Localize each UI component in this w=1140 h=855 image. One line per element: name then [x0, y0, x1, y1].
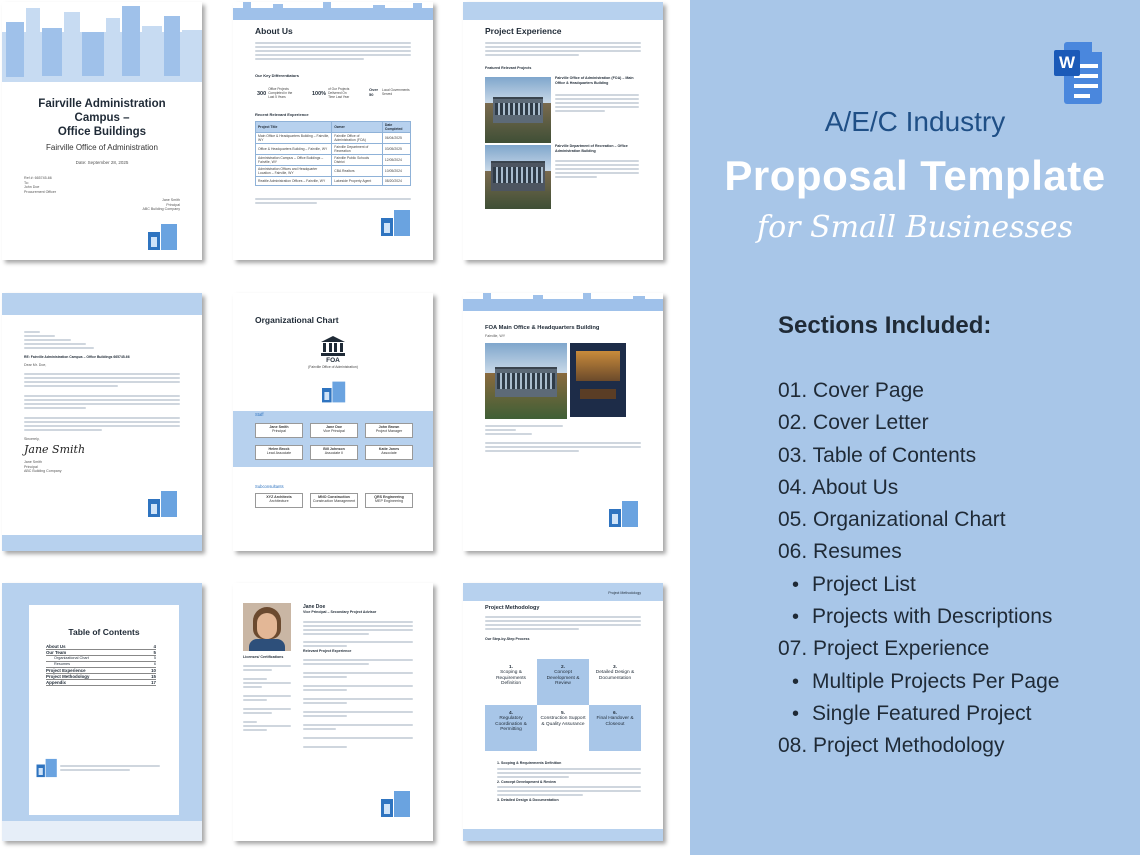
process-step-number: 6. — [612, 711, 617, 716]
experience-page-heading: Project Experience — [485, 26, 562, 36]
cover-letter-page-preview — [2, 293, 202, 551]
section-subitem: • Single Featured Project — [778, 700, 1059, 732]
table-row — [256, 144, 411, 155]
company-logo-icon — [37, 759, 58, 777]
experience-table — [255, 121, 411, 186]
staff-role: Principal — [272, 429, 286, 434]
toc-entry-page: 5 — [153, 650, 156, 655]
differentiators-heading: Our Key Differentiators — [255, 73, 300, 78]
table-header-cell: Date Completed — [382, 122, 410, 133]
featured-projects-label: Featured Relevant Projects — [485, 66, 532, 70]
experience-intro — [485, 40, 641, 58]
table-row — [256, 155, 411, 166]
resume-page-preview — [233, 583, 433, 841]
project-1-title: Fairville Office of Administration (FOA) – Main Office & Headquarters Building — [555, 76, 634, 85]
industry-label: A/E/C Industry — [824, 106, 1006, 137]
cover-sender: Jane Smith Principal ABC Building Company — [142, 198, 180, 212]
table-cell: Fairville Department of Recreation — [332, 144, 383, 155]
table-cell: Main Office & Headquarters Building – Fairville, WY — [256, 133, 332, 144]
table-cell: 06/04/2025 — [382, 133, 410, 144]
project-2-text — [555, 158, 639, 180]
table-cell: Fairville Public Schools District — [332, 155, 383, 166]
header-band — [2, 293, 202, 315]
section-item: 05. Organizational Chart — [778, 508, 1006, 532]
project-photo-2 — [485, 145, 551, 209]
subconsultant-box — [365, 493, 413, 508]
subconsultant-name: XYZ Architects — [266, 495, 292, 499]
org-top-sublabel: (Fairville Office of Administration) — [308, 365, 358, 369]
header-tab-label: Project Methodology — [608, 591, 641, 595]
letter-re-line: RE: Fairville Administration Campus – Office Buildings 665745-66 — [24, 355, 130, 359]
cover-page-preview — [2, 2, 202, 260]
experience-heading: Recent Relevant Experience — [255, 112, 309, 117]
toc-entry-label: Organizational Chart — [54, 656, 89, 660]
section-subitem: • Projects with Descriptions — [778, 603, 1059, 635]
section-item: 06. Resumes — [778, 540, 902, 564]
toc-entry — [46, 680, 156, 686]
microsoft-word-icon — [1054, 42, 1102, 104]
resume-sidebar-text — [243, 663, 291, 733]
table-cell: 10/05/2024 — [382, 166, 410, 177]
toc-entry-label: Our Team — [46, 650, 67, 655]
table-cell: Lakeside Property Agent — [332, 177, 383, 186]
letter-address — [24, 329, 180, 351]
resume-portrait — [243, 603, 291, 651]
letter-signature: Jane Smith — [24, 443, 86, 456]
footer-skyline — [2, 535, 202, 551]
stat-2: 100%of Our Projects Delivered On Time Last Year — [312, 87, 350, 99]
toc-entry-page: 6 — [153, 662, 156, 666]
process-step-label: Concept Development & Review — [546, 670, 580, 687]
section-subitem: • Multiple Projects Per Page — [778, 668, 1059, 700]
sections-heading: Sections Included: — [778, 312, 992, 339]
step-details: 1. Scoping & Requirements Definition 2. Concept Development & Review 3. Detailed Design & Documentation — [497, 761, 641, 803]
subconsultant-role: Construction Management — [312, 499, 356, 504]
letter-closing: Sincerely, — [24, 437, 40, 441]
featured-location: Fairville, WY — [485, 334, 506, 338]
section-item: 03. Table of Contents — [778, 443, 977, 467]
resume-summary — [303, 619, 413, 649]
table-cell: Office & Headquarters Building – Fairville, WY — [256, 144, 332, 155]
table-cell: Fairville Office of Administration (FOA) — [332, 133, 383, 144]
sections-list — [778, 377, 1059, 765]
about-closing-text — [255, 196, 411, 206]
table-cell: Administration Campus – Office Buildings – Fairville, WY — [256, 155, 332, 166]
staff-name: Jane Smith — [269, 425, 289, 429]
process-step — [589, 705, 641, 751]
stat-3: Over 50Local Governments Served — [369, 87, 410, 97]
table-header-cell: Owner — [332, 122, 383, 133]
table-cell: Reattle Administration Offices – Fairville, WY — [256, 177, 332, 186]
resume-title: Vice Principal – Secondary Project Advisor — [303, 610, 377, 614]
subconsultant-role: Architecture — [269, 499, 289, 504]
word-logo-letter: W — [1054, 50, 1080, 76]
about-us-page-preview — [233, 2, 433, 260]
section-item: 07. Project Experience — [778, 637, 990, 661]
toc-list — [46, 644, 156, 686]
cover-skyline — [2, 2, 202, 82]
table-row — [256, 177, 411, 186]
process-step-number: 5. — [560, 711, 565, 716]
table-cell: 03/05/2025 — [382, 144, 410, 155]
company-logo-icon — [381, 210, 411, 236]
toc-entry-label: About Us — [46, 644, 66, 649]
project-experience-page-preview — [463, 2, 663, 260]
staff-role: Project Manager — [375, 429, 403, 434]
toc-heading: Table of Contents — [68, 627, 140, 637]
section-item: 02. Cover Letter — [778, 411, 929, 435]
staff-box — [255, 423, 303, 438]
toc-footer-text — [60, 763, 160, 773]
staff-role: Associate — [381, 451, 397, 456]
company-logo-icon — [322, 382, 346, 403]
company-logo-icon — [148, 224, 178, 250]
section-item: 04. About Us — [778, 475, 899, 499]
subconsultant-name: MNO Construction — [318, 495, 350, 499]
process-step — [485, 659, 537, 705]
toc-entry-page: 5 — [153, 656, 156, 660]
section-item: 01. Cover Page — [778, 379, 924, 402]
process-step — [537, 705, 589, 751]
org-chart-heading: Organizational Chart — [255, 315, 339, 325]
staff-box — [310, 445, 358, 460]
staff-box — [255, 445, 303, 460]
government-building-icon — [319, 335, 347, 357]
footer-skyline — [2, 821, 202, 841]
about-heading: About Us — [255, 26, 293, 36]
staff-name: Katie Jones — [378, 447, 400, 451]
featured-project-page-preview — [463, 293, 663, 551]
featured-photo-exterior — [485, 343, 567, 419]
staff-box — [365, 445, 413, 460]
process-step — [537, 659, 589, 705]
letter-signer: Jane Smith Principal ABC Building Company — [24, 460, 62, 474]
stat-1: 300Office Projects Completed in the Last 5 Years — [257, 87, 293, 99]
process-step-number: 3. — [612, 665, 617, 670]
staff-role: Lead Associate — [266, 451, 292, 456]
template-subtitle: for Small Businesses — [756, 210, 1074, 245]
cover-subtitle: Fairville Office of Administration — [46, 143, 158, 152]
org-chart-page-preview — [233, 293, 433, 551]
toc-entry-label: Project Methodology — [46, 674, 90, 679]
subconsultant-role: MEP Engineering — [375, 499, 403, 504]
staff-label: Staff — [255, 412, 264, 417]
project-photo-1 — [485, 77, 551, 143]
process-step-label: Detailed Design & Documentation — [595, 670, 635, 681]
toc-entry-label: Resumes — [54, 662, 71, 666]
footer-skyline — [463, 829, 663, 841]
project-1-text — [555, 92, 639, 114]
section-item: 08. Project Methodology — [778, 734, 1005, 758]
staff-name: Jane Doe — [326, 425, 342, 429]
toc-entry-page: 15 — [151, 674, 156, 679]
company-logo-icon — [381, 791, 411, 817]
about-header-skyline — [233, 2, 433, 20]
process-step-label: Construction Support & Quality Assurance — [540, 716, 586, 727]
projects-heading: Relevant Project Experience — [303, 649, 352, 653]
process-step-number: 2. — [560, 665, 565, 670]
template-title: Proposal Template — [724, 152, 1106, 199]
featured-photo-interior — [570, 343, 626, 417]
staff-name: John Brown — [378, 425, 400, 429]
cover-recipient: Ref #: 665745-66 To: John Doe Procurement Officer — [24, 176, 57, 194]
table-cell: 12/05/2024 — [382, 155, 410, 166]
letter-body — [24, 371, 180, 433]
subconsultant-box — [310, 493, 358, 508]
staff-role: Associate II — [324, 451, 344, 456]
featured-heading: FOA Main Office & Headquarters Building — [485, 325, 600, 331]
company-logo-icon — [609, 501, 639, 527]
resume-name: Jane Doe — [303, 604, 326, 610]
table-row — [256, 166, 411, 177]
header-band — [463, 2, 663, 20]
toc-entry-page: 17 — [151, 680, 156, 685]
methodology-intro — [485, 614, 641, 632]
cover-title: Fairville Administration Campus – Office Buildings — [38, 98, 166, 138]
process-step-label: Final Handover & Closeout — [596, 716, 634, 727]
process-step-label: Scoping & Requirements Definition — [496, 670, 526, 687]
table-cell: 08/20/2024 — [382, 177, 410, 186]
staff-box — [310, 423, 358, 438]
toc-entry-label: Appendix — [46, 680, 67, 685]
toc-entry-page: 4 — [153, 644, 156, 649]
table-of-contents-page-preview — [2, 583, 202, 841]
staff-name: Bill Johnson — [323, 447, 345, 451]
section-subitem: • Project List — [778, 571, 1059, 603]
company-logo-icon — [148, 491, 178, 517]
table-header-cell: Project Title — [256, 122, 332, 133]
licenses-heading: Licenses/ Certifications — [243, 655, 284, 659]
table-row — [256, 133, 411, 144]
table-cell: Administration Offices and Headquarter Location – Fairville, WY — [256, 166, 332, 177]
featured-details — [485, 423, 641, 454]
table-cell: CBA Realtors — [332, 166, 383, 177]
subconsultants-label: Subconsultants — [255, 484, 284, 489]
process-step — [485, 705, 537, 751]
project-2-title: Fairville Department of Recreation – Office Administration Building — [555, 144, 628, 153]
methodology-heading: Project Methodology — [485, 605, 540, 611]
subconsultant-box — [255, 493, 303, 508]
project-methodology-page-preview — [463, 583, 663, 841]
process-step-number: 1. — [508, 665, 513, 670]
letter-greeting: Dear Mr. Doe, — [24, 363, 47, 367]
staff-box — [365, 423, 413, 438]
about-paragraph — [255, 40, 411, 62]
staff-name: Helen Brock — [268, 447, 290, 451]
featured-header-skyline — [463, 293, 663, 311]
org-top-label: FOA — [326, 357, 340, 364]
cover-date: Date: September 28, 2025 — [75, 160, 129, 165]
subconsultant-name: QRS Engineering — [374, 495, 404, 499]
process-step — [589, 659, 641, 705]
steps-heading: Our Step-by-Step Process — [485, 637, 530, 641]
process-step-number: 4. — [508, 711, 513, 716]
toc-entry-page: 10 — [151, 668, 156, 673]
process-step-label: Regulatory Coordination & Permitting — [495, 716, 527, 733]
toc-entry-label: Project Experience — [46, 668, 86, 673]
staff-role: Vice Principal — [323, 429, 345, 434]
resume-projects-list — [303, 657, 413, 750]
